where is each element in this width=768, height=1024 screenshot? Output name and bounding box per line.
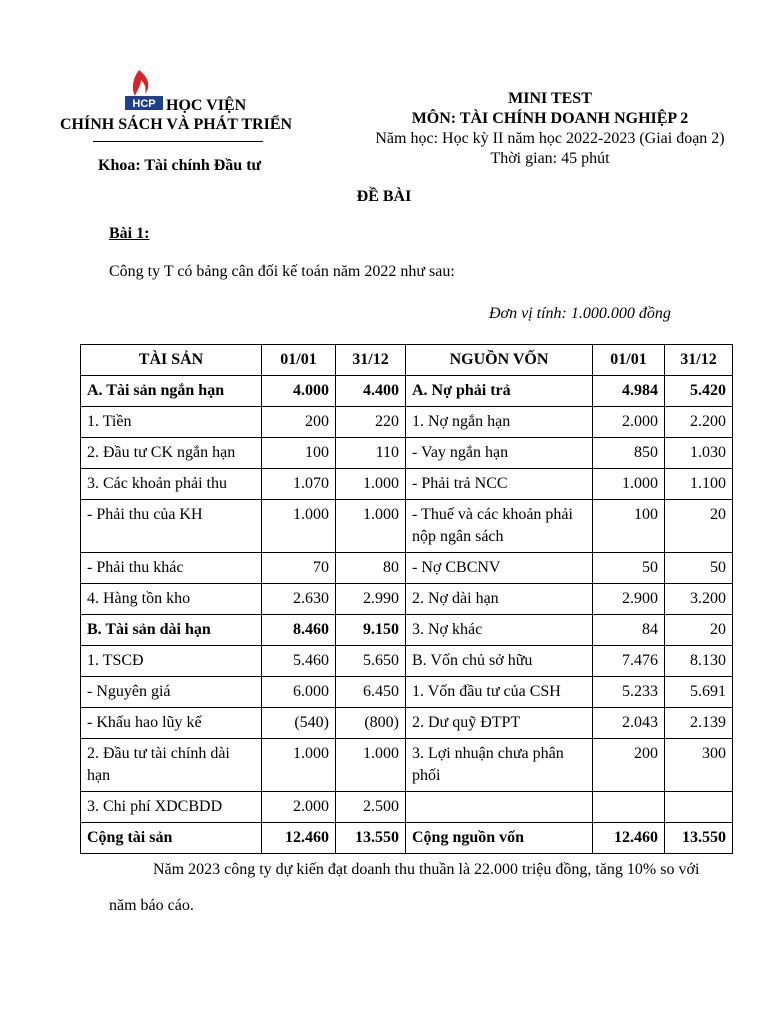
cell-value: 1.000 bbox=[262, 500, 336, 553]
header-assets: TÀI SẢN bbox=[81, 345, 262, 376]
balance-sheet-table bbox=[80, 344, 733, 854]
cell-label: - Khấu hao lũy kế bbox=[81, 708, 262, 739]
cell-value: 2.000 bbox=[262, 792, 336, 823]
cell-value: 70 bbox=[262, 553, 336, 584]
cell-value: 5.233 bbox=[593, 677, 665, 708]
cell-label: - Nợ CBCNV bbox=[406, 553, 593, 584]
exercise-paragraph: Năm 2023 công ty dự kiến đạt doanh thu thuần là 22.000 triệu đồng, tăng 10% so với năm báo cáo. bbox=[109, 861, 700, 914]
header-sources-end: 31/12 bbox=[665, 345, 733, 376]
cell-label: - Vay ngắn hạn bbox=[406, 438, 593, 469]
cell-label: 2. Đầu tư CK ngắn hạn bbox=[81, 438, 262, 469]
cell-value: 200 bbox=[262, 407, 336, 438]
cell-value: 1.000 bbox=[262, 739, 336, 792]
cell-label: 3. Chi phí XDCBDD bbox=[81, 792, 262, 823]
table-row bbox=[81, 739, 733, 792]
cell-label: 2. Nợ dài hạn bbox=[406, 584, 593, 615]
cell-value: 5.460 bbox=[262, 646, 336, 677]
cell-value: 2.043 bbox=[593, 708, 665, 739]
institution-name-line2: CHÍNH SÁCH VÀ PHÁT TRIỂN bbox=[60, 116, 293, 133]
cell-label: 3. Các khoản phải thu bbox=[81, 469, 262, 500]
duration: Thời gian: 45 phút bbox=[490, 150, 610, 167]
cell-value: 1.100 bbox=[665, 469, 733, 500]
cell-value: (540) bbox=[262, 708, 336, 739]
cell-value: 300 bbox=[665, 739, 733, 792]
cell-value: 4.000 bbox=[262, 376, 336, 407]
cell-value: 13.550 bbox=[665, 823, 733, 854]
cell-value: 20 bbox=[665, 615, 733, 646]
exercise-intro: Công ty T có bảng cân đối kế toán năm 2022 như sau: bbox=[109, 263, 455, 280]
table-row bbox=[81, 500, 733, 553]
cell-value bbox=[665, 792, 733, 823]
table-row bbox=[81, 407, 733, 438]
header-sources: NGUỒN VỐN bbox=[406, 345, 593, 376]
unit-note: Đơn vị tính: 1.000.000 đồng bbox=[489, 305, 671, 322]
cell-value: 1.000 bbox=[336, 500, 406, 553]
header-assets-end: 31/12 bbox=[336, 345, 406, 376]
table-row bbox=[81, 792, 733, 823]
cell-label bbox=[406, 792, 593, 823]
table-row bbox=[81, 553, 733, 584]
cell-value: 6.000 bbox=[262, 677, 336, 708]
cell-value: 110 bbox=[336, 438, 406, 469]
header-divider bbox=[93, 141, 263, 142]
cell-value: 8.130 bbox=[665, 646, 733, 677]
cell-label: 1. Nợ ngắn hạn bbox=[406, 407, 593, 438]
cell-value: 100 bbox=[262, 438, 336, 469]
cell-value: 2.900 bbox=[593, 584, 665, 615]
cell-label: - Phải thu của KH bbox=[81, 500, 262, 553]
cell-value: 4.984 bbox=[593, 376, 665, 407]
logo-flame-icon bbox=[123, 68, 165, 112]
cell-label: Cộng nguồn vốn bbox=[406, 823, 593, 854]
cell-value: 4.400 bbox=[336, 376, 406, 407]
table-row bbox=[81, 469, 733, 500]
table-row bbox=[81, 438, 733, 469]
cell-label: 3. Nợ khác bbox=[406, 615, 593, 646]
cell-label: - Nguyên giá bbox=[81, 677, 262, 708]
institution-name-line1: HỌC VIỆN bbox=[166, 97, 247, 114]
cell-value: 2.630 bbox=[262, 584, 336, 615]
cell-value: (800) bbox=[336, 708, 406, 739]
exam-header bbox=[340, 89, 760, 169]
cell-value: 1.000 bbox=[593, 469, 665, 500]
exercise-label: Bài 1: bbox=[109, 225, 150, 242]
cell-value: 100 bbox=[593, 500, 665, 553]
table-row bbox=[81, 615, 733, 646]
institution-logo bbox=[123, 68, 165, 112]
cell-label: 1. Vốn đầu tư của CSH bbox=[406, 677, 593, 708]
cell-label: 2. Dư quỹ ĐTPT bbox=[406, 708, 593, 739]
cell-label: Cộng tài sản bbox=[81, 823, 262, 854]
cell-label: - Phải thu khác bbox=[81, 553, 262, 584]
table-total-row bbox=[81, 823, 733, 854]
exam-title: ĐỀ BÀI bbox=[356, 188, 412, 205]
cell-value: 9.150 bbox=[336, 615, 406, 646]
cell-label: - Thuế và các khoản phải nộp ngân sách bbox=[406, 500, 593, 553]
cell-value: 5.650 bbox=[336, 646, 406, 677]
cell-label: - Phải trả NCC bbox=[406, 469, 593, 500]
cell-value: 7.476 bbox=[593, 646, 665, 677]
cell-label: A. Nợ phải trả bbox=[406, 376, 593, 407]
school-year: Năm học: Học kỳ II năm học 2022-2023 (Giai đoạn 2) bbox=[375, 130, 725, 147]
header-assets-start: 01/01 bbox=[262, 345, 336, 376]
cell-label: 1. TSCĐ bbox=[81, 646, 262, 677]
table-header-row bbox=[81, 345, 733, 376]
cell-value: 1.030 bbox=[665, 438, 733, 469]
cell-value: 1.070 bbox=[262, 469, 336, 500]
cell-value: 6.450 bbox=[336, 677, 406, 708]
cell-value: 850 bbox=[593, 438, 665, 469]
cell-value: 13.550 bbox=[336, 823, 406, 854]
cell-value bbox=[593, 792, 665, 823]
table-row bbox=[81, 584, 733, 615]
cell-value: 2.990 bbox=[336, 584, 406, 615]
cell-value: 12.460 bbox=[593, 823, 665, 854]
cell-value: 20 bbox=[665, 500, 733, 553]
cell-value: 12.460 bbox=[262, 823, 336, 854]
cell-value: 2.500 bbox=[336, 792, 406, 823]
table-row bbox=[81, 376, 733, 407]
cell-value: 2.000 bbox=[593, 407, 665, 438]
cell-value: 3.200 bbox=[665, 584, 733, 615]
cell-value: 1.000 bbox=[336, 739, 406, 792]
cell-label: B. Vốn chủ sở hữu bbox=[406, 646, 593, 677]
cell-value: 2.139 bbox=[665, 708, 733, 739]
cell-label: 1. Tiền bbox=[81, 407, 262, 438]
cell-label: 4. Hàng tồn kho bbox=[81, 584, 262, 615]
cell-value: 220 bbox=[336, 407, 406, 438]
table-row bbox=[81, 708, 733, 739]
cell-label: 3. Lợi nhuận chưa phân phối bbox=[406, 739, 593, 792]
svg-text:HCP: HCP bbox=[132, 98, 156, 110]
cell-label: 2. Đầu tư tài chính dài hạn bbox=[81, 739, 262, 792]
table-row bbox=[81, 646, 733, 677]
cell-value: 200 bbox=[593, 739, 665, 792]
header-sources-start: 01/01 bbox=[593, 345, 665, 376]
cell-label: B. Tài sản dài hạn bbox=[81, 615, 262, 646]
cell-label: A. Tài sản ngắn hạn bbox=[81, 376, 262, 407]
faculty-name: Khoa: Tài chính Đầu tư bbox=[98, 157, 262, 174]
subject-title: MÔN: TÀI CHÍNH DOANH NGHIỆP 2 bbox=[411, 110, 689, 127]
cell-value: 1.000 bbox=[336, 469, 406, 500]
cell-value: 8.460 bbox=[262, 615, 336, 646]
cell-value: 5.420 bbox=[665, 376, 733, 407]
cell-value: 80 bbox=[336, 553, 406, 584]
table-row bbox=[81, 677, 733, 708]
cell-value: 5.691 bbox=[665, 677, 733, 708]
cell-value: 2.200 bbox=[665, 407, 733, 438]
test-title: MINI TEST bbox=[508, 90, 592, 107]
cell-value: 50 bbox=[593, 553, 665, 584]
cell-value: 50 bbox=[665, 553, 733, 584]
cell-value: 84 bbox=[593, 615, 665, 646]
